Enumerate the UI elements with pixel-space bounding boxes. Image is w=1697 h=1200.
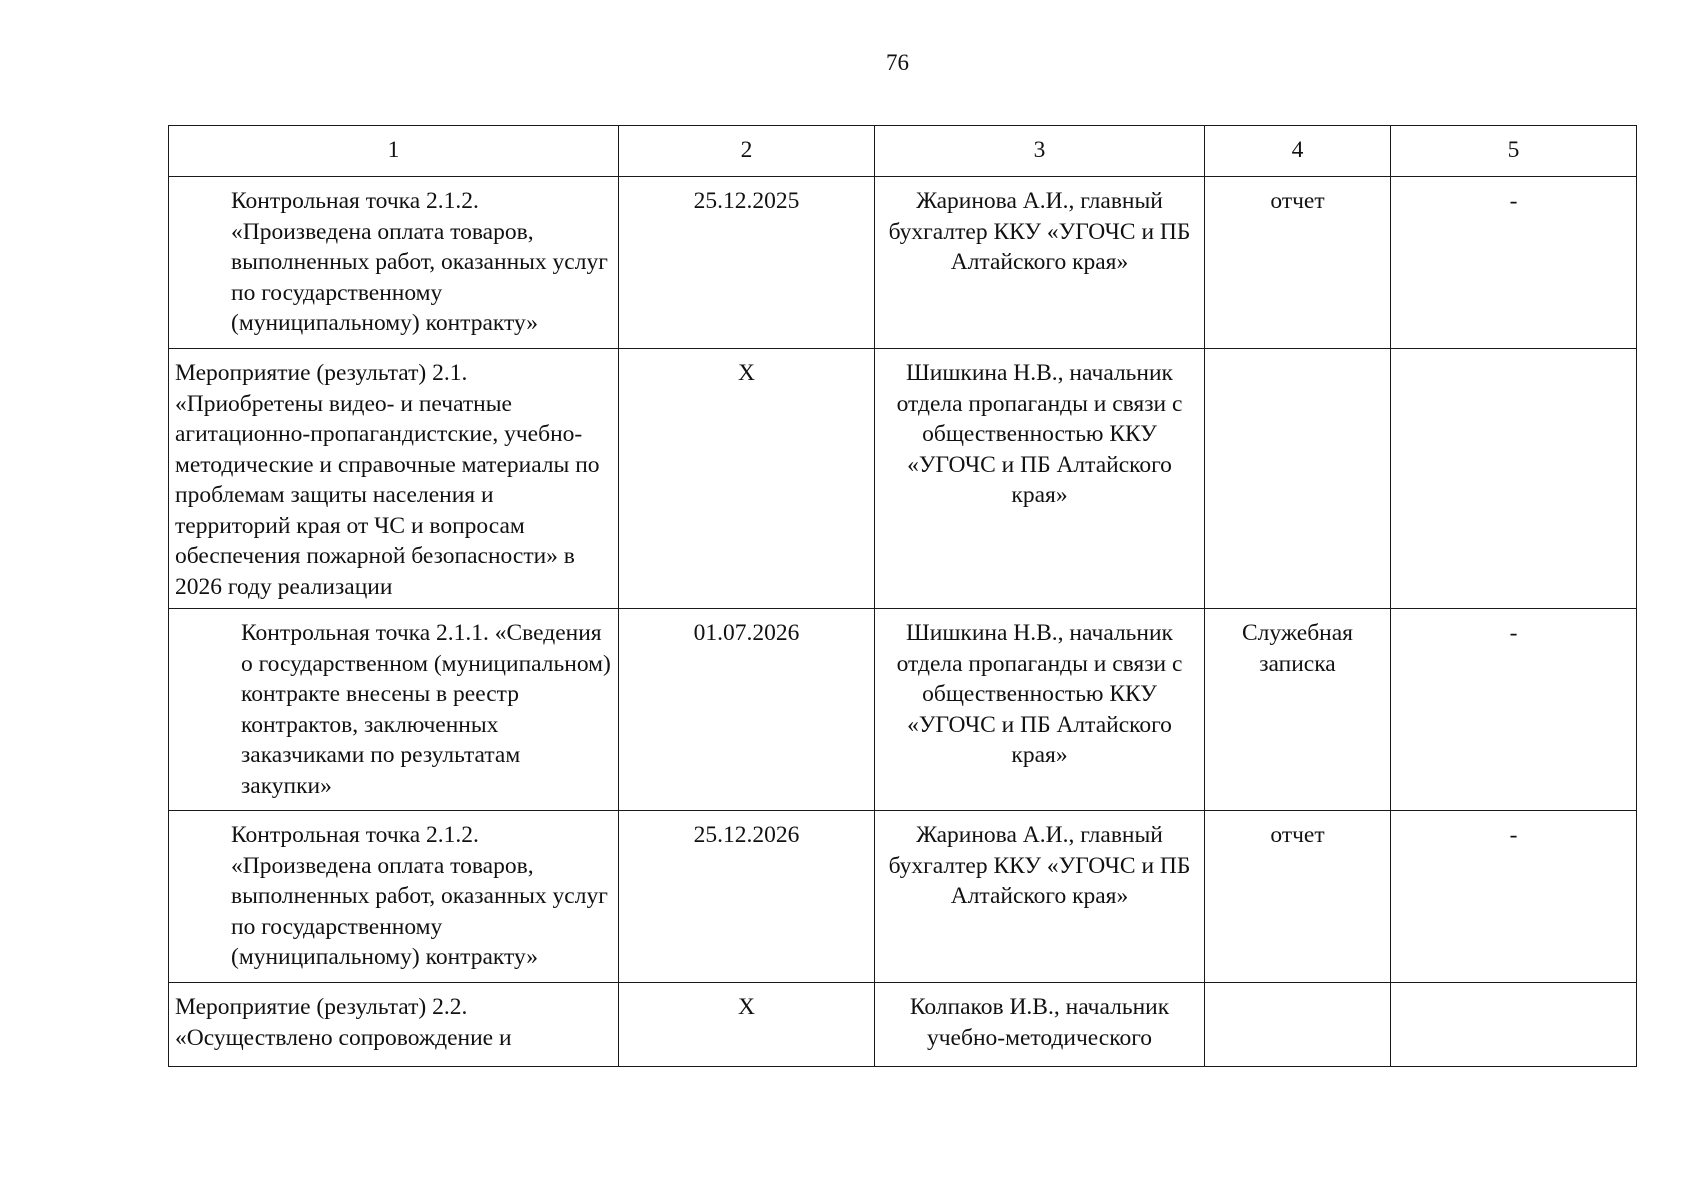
item-description-cell: Мероприятие (результат) 2.2. «Осуществлено сопровождение и xyxy=(169,983,619,1067)
table-header-row xyxy=(169,126,1637,177)
header-cell: 3 xyxy=(875,126,1205,177)
item-description-cell: Контрольная точка 2.1.1. «Сведения о государственном (муниципальном) контракте внесены в реестр контрактов, заключенных заказчиками по результатам закупки» xyxy=(169,609,619,811)
item-description-cell: Мероприятие (результат) 2.1. «Приобретены видео- и печатные агитационно-пропагандистские, учебно-методические и справочные материалы по проблемам защиты населения и территорий края от ЧС и вопросам обеспечения пожарной безопасности» в 2026 году реализации xyxy=(169,349,619,609)
notes-cell: - xyxy=(1391,609,1637,811)
item-description-cell: Контрольная точка 2.1.2. «Произведена оплата товаров, выполненных работ, оказанных услуг по государственному (муниципальному) контракту» xyxy=(169,177,619,349)
responsible-cell: Шишкина Н.В., начальник отдела пропаганды и связи с общественностью ККУ «УГОЧС и ПБ Алтайского края» xyxy=(875,609,1205,811)
notes-cell: - xyxy=(1391,177,1637,349)
deadline-cell: 25.12.2026 xyxy=(619,811,875,983)
table-row xyxy=(169,983,1637,1067)
header-cell: 1 xyxy=(169,126,619,177)
document-type-cell: отчет xyxy=(1205,811,1391,983)
table-row xyxy=(169,609,1637,811)
responsible-cell: Жаринова А.И., главный бухгалтер ККУ «УГОЧС и ПБ Алтайского края» xyxy=(875,811,1205,983)
header-cell: 5 xyxy=(1391,126,1637,177)
deadline-cell: Х xyxy=(619,983,875,1067)
notes-cell xyxy=(1391,349,1637,609)
item-description-cell: Контрольная точка 2.1.2. «Произведена оплата товаров, выполненных работ, оказанных услуг по государственному (муниципальному) контракту» xyxy=(169,811,619,983)
header-cell: 2 xyxy=(619,126,875,177)
responsible-cell: Колпаков И.В., начальник учебно-методического xyxy=(875,983,1205,1067)
deadline-cell: Х xyxy=(619,349,875,609)
deadline-cell: 25.12.2025 xyxy=(619,177,875,349)
plan-table xyxy=(168,125,1637,1067)
notes-cell: - xyxy=(1391,811,1637,983)
document-type-cell: отчет xyxy=(1205,177,1391,349)
table-row xyxy=(169,349,1637,609)
document-type-cell: Служебная записка xyxy=(1205,609,1391,811)
notes-cell xyxy=(1391,983,1637,1067)
responsible-cell: Жаринова А.И., главный бухгалтер ККУ «УГОЧС и ПБ Алтайского края» xyxy=(875,177,1205,349)
page-number: 76 xyxy=(886,50,909,75)
deadline-cell: 01.07.2026 xyxy=(619,609,875,811)
responsible-cell: Шишкина Н.В., начальник отдела пропаганды и связи с общественностью ККУ «УГОЧС и ПБ Алтайского края» xyxy=(875,349,1205,609)
document-type-cell xyxy=(1205,349,1391,609)
table-row xyxy=(169,811,1637,983)
document-type-cell xyxy=(1205,983,1391,1067)
header-cell: 4 xyxy=(1205,126,1391,177)
table-row xyxy=(169,177,1637,349)
